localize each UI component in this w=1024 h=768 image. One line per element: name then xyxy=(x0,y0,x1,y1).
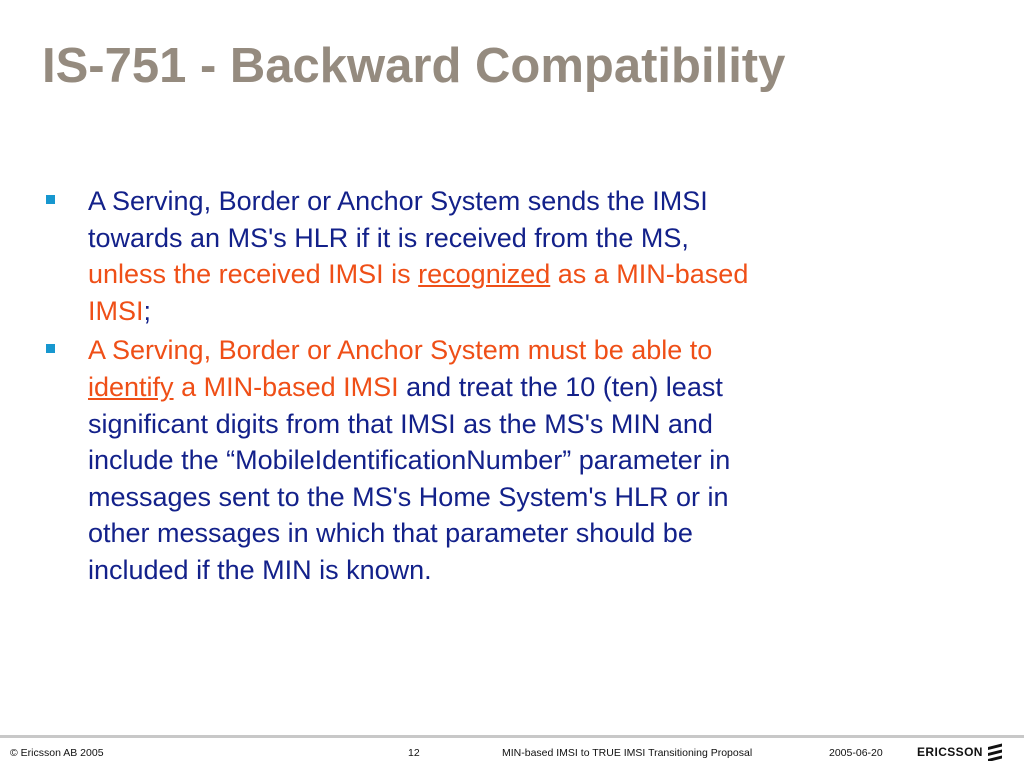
slide-title: IS-751 - Backward Compatibility xyxy=(42,39,786,93)
ericsson-logo xyxy=(917,742,1003,762)
text-run: and treat the 10 (ten) least xyxy=(398,371,723,402)
highlight-text: IMSI xyxy=(88,295,144,326)
text-run: include the “MobileIdentificationNumber” parameter in xyxy=(88,445,731,476)
text-run: ; xyxy=(143,295,152,326)
highlight-text: as a MIN-based xyxy=(550,259,749,290)
bullet-line xyxy=(88,183,944,220)
text-run: other messages in which that parameter should be xyxy=(88,518,693,549)
bullet-line xyxy=(88,220,944,257)
bullet-line xyxy=(88,479,944,516)
highlight-text: a MIN-based IMSI xyxy=(173,371,399,402)
underlined-highlight-text: recognized xyxy=(418,259,551,290)
bullet-line xyxy=(88,332,944,369)
bullet-item-imsi-forwarding xyxy=(44,183,944,329)
square-bullet-icon xyxy=(46,195,55,204)
bullet-list xyxy=(44,183,944,592)
text-run: towards an MS's HLR if it is received from the MS, xyxy=(88,222,689,253)
underlined-highlight-text: identify xyxy=(88,371,174,402)
footer-copyright: © Ericsson AB 2005 xyxy=(10,747,104,759)
highlight-text: A Serving, Border or Anchor System must be able to xyxy=(88,335,713,366)
text-run: messages sent to the MS's Home System's HLR or in xyxy=(88,481,729,512)
logo-wordmark: ERICSSON xyxy=(917,745,983,759)
footer-divider xyxy=(0,735,1024,738)
highlight-text: unless the received IMSI is xyxy=(88,259,419,290)
square-bullet-icon xyxy=(46,344,55,353)
text-run: A Serving, Border or Anchor System sends the IMSI xyxy=(88,186,708,216)
bullet-line xyxy=(88,256,944,293)
bullet-line xyxy=(88,406,944,443)
bullet-line xyxy=(88,515,944,552)
bullet-line xyxy=(88,552,944,589)
bullet-item-min-identification xyxy=(44,332,944,588)
footer-date: 2005-06-20 xyxy=(829,747,883,759)
bullet-line xyxy=(88,293,944,330)
bullet-line xyxy=(88,442,944,479)
bullet-line xyxy=(88,369,944,406)
footer-document-title: MIN-based IMSI to TRUE IMSI Transitioning Proposal xyxy=(502,747,753,759)
footer-page-number: 12 xyxy=(408,747,420,759)
ericsson-mark-icon xyxy=(987,743,1003,761)
text-run: included if the MIN is known. xyxy=(88,554,432,585)
text-run: significant digits from that IMSI as the MS's MIN and xyxy=(88,408,713,439)
